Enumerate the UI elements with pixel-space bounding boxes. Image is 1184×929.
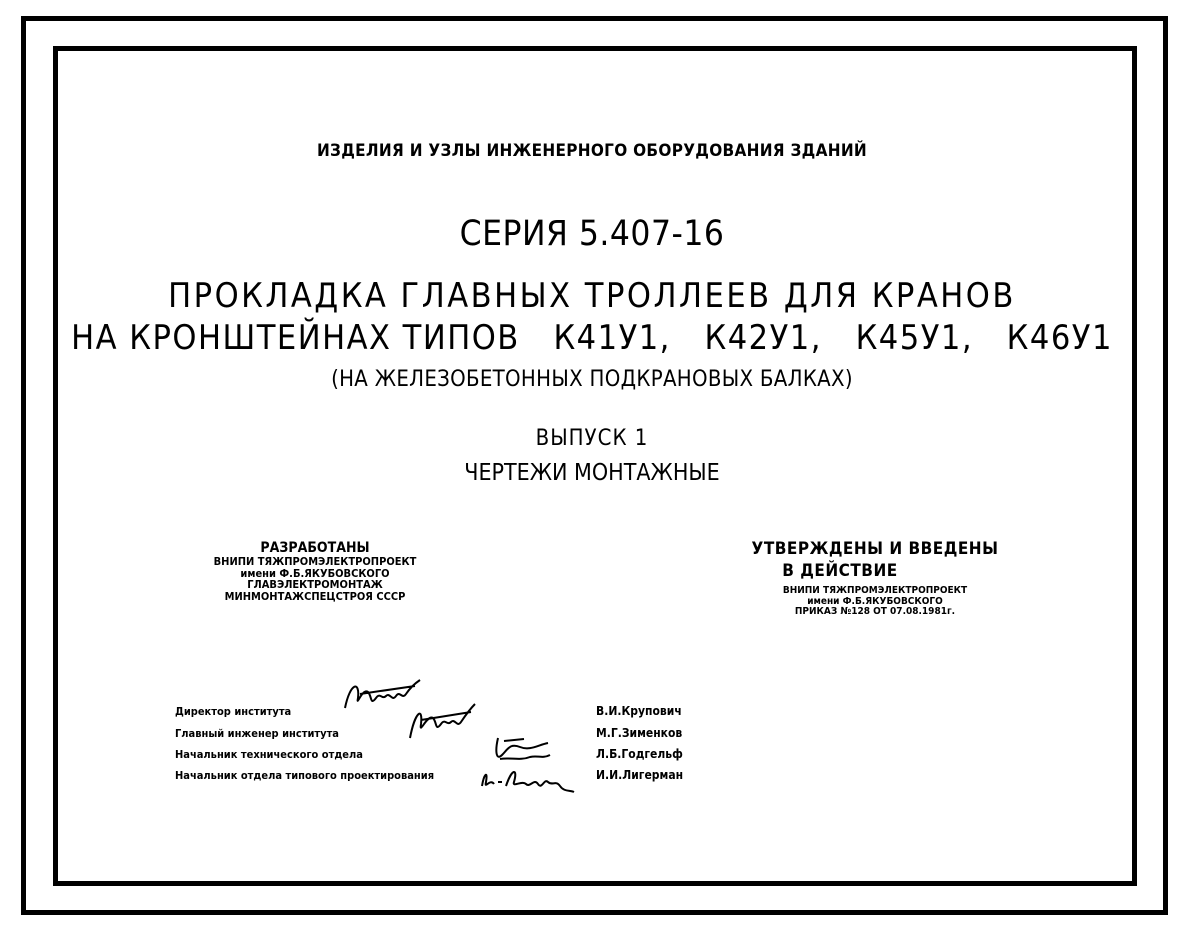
developed-by-line: ВНИПИ ТЯЖПРОМЭЛЕКТРОПРОЕКТ [213,555,417,569]
subtitle: (НА ЖЕЛЕЗОБЕТОННЫХ ПОДКРАНОВЫХ БАЛКАХ) [331,367,853,392]
signatory-name: В.И.Крупович [596,704,682,718]
title-line-1: ПРОКЛАДКА ГЛАВНЫХ ТРОЛЛЕЕВ ДЛЯ КРАНОВ [168,276,1016,316]
bracket-types: К41У1, К42У1, К45У1, К46У1 [553,318,1113,358]
signature-standard-design-head [478,764,578,796]
developed-by-block [195,540,435,602]
approved-line: ПРИКАЗ №128 ОТ 07.08.1981г. [794,606,956,618]
signatory-position: Директор института [175,705,292,718]
approved-heading-1: УТВЕРЖДЕНЫ И ВВЕДЕНЫ [751,539,999,559]
title-line-2-text: НА КРОНШТЕЙНАХ ТИПОВ [71,318,520,358]
signature-chief-engineer [405,700,485,745]
title-line-2 [0,318,1184,358]
developed-by-heading: РАЗРАБОТАНЫ [260,540,370,556]
signatory-position: Начальник отдела типового проектирования [175,769,435,782]
approved-line: ВНИПИ ТЯЖПРОМЭЛЕКТРОПРОЕКТ [782,585,968,597]
approved-line: имени Ф.Б.ЯКУБОВСКОГО [807,595,943,607]
developed-by-line: ГЛАВЭЛЕКТРОМОНТАЖ [247,578,383,592]
signatory-name: И.И.Лигерман [596,768,684,782]
document-category: ИЗДЕЛИЯ И УЗЛЫ ИНЖЕНЕРНОГО ОБОРУДОВАНИЯ ЗДАНИЙ [316,141,868,161]
developed-by-line: имени Ф.Б.ЯКУБОВСКОГО [240,566,390,580]
approved-heading-2: В ДЕЙСТВИЕ [782,561,898,582]
signatory-position: Главный инженер института [175,727,339,740]
signatory-position: Начальник технического отдела [175,748,363,761]
developed-by-line: МИНМОНТАЖСПЕЦСТРОЯ СССР [224,589,406,603]
section-title: ЧЕРТЕЖИ МОНТАЖНЫЕ [464,460,720,486]
signatory-name: М.Г.Зименков [596,726,683,740]
series-number: СЕРИЯ 5.407-16 [459,214,725,254]
signatory-name: Л.Б.Годгельф [596,747,683,761]
issue-number: ВЫПУСК 1 [535,426,649,451]
signature-tech-dept-head [490,733,555,768]
approved-block [730,538,1020,618]
